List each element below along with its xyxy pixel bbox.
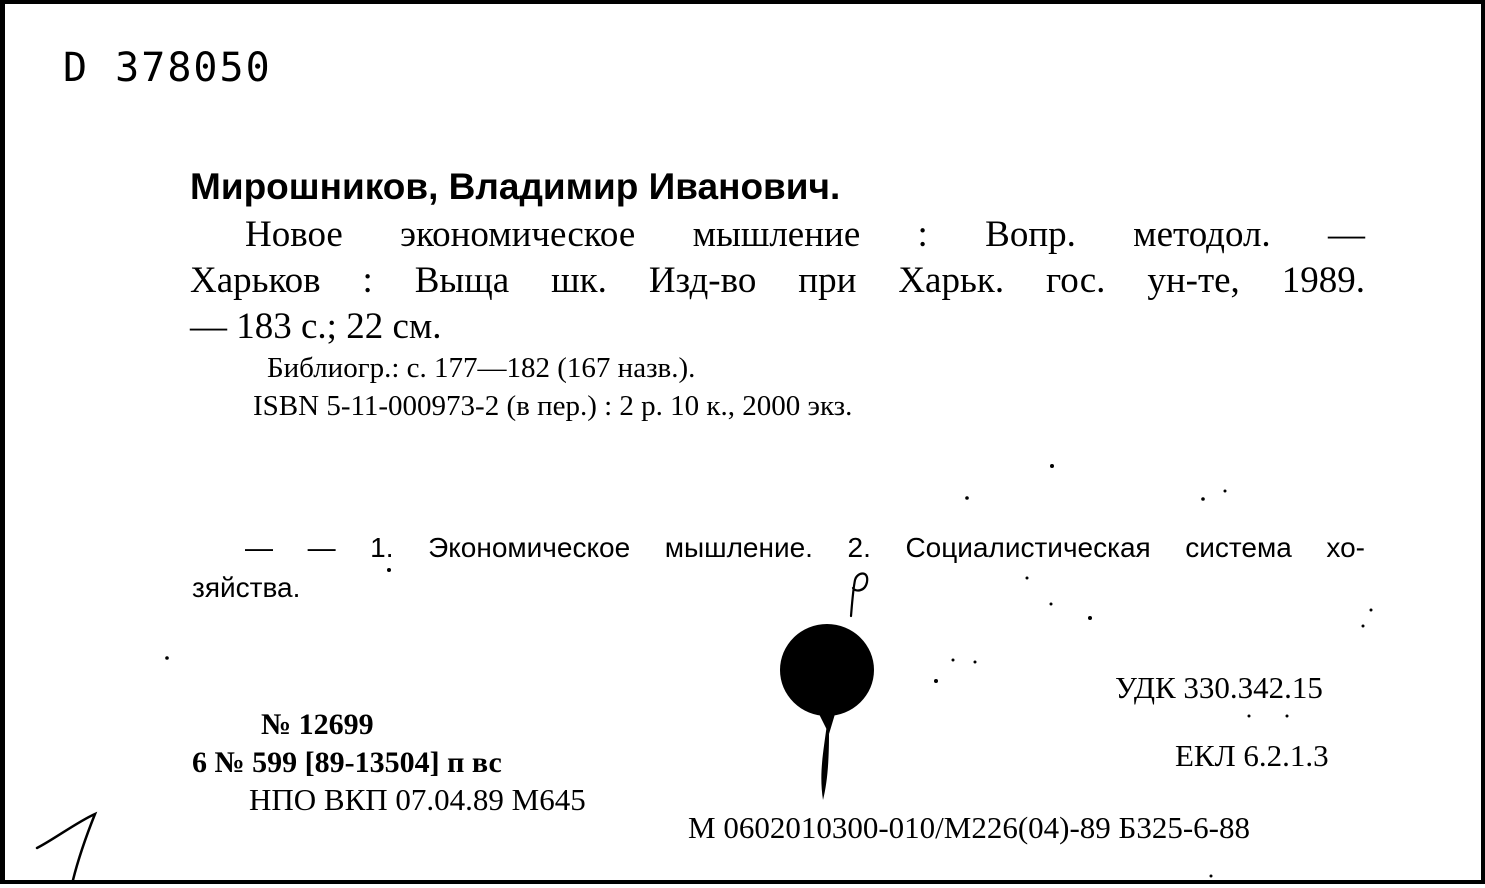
order-number: 6 № 599 [89-13504] п вс <box>192 746 502 779</box>
npo-code: НПО ВКП 07.04.89 М645 <box>249 782 586 817</box>
card-number: № 12699 <box>261 708 374 741</box>
title-line-1: Новое экономическое мышление : Вопр. методол. — <box>245 214 1365 255</box>
subject-headings-line-1: — — 1. Экономическое мышление. 2. Социалистическая система хо- <box>245 532 1365 563</box>
call-number: D 378050 <box>63 45 272 91</box>
isbn-line: ISBN 5-11-000973-2 (в пер.) : 2 р. 10 к., 2000 экз. <box>253 390 853 422</box>
imprint-line: Харьков : Выща шк. Изд-во при Харьк. гос. ун-те, 1989. <box>190 260 1365 301</box>
handwritten-one-icon <box>33 810 103 882</box>
udk-code: УДК 330.342.15 <box>1115 670 1323 705</box>
m-code: М 0602010300-010/М226(04)-89 Б325-6-88 <box>688 810 1250 845</box>
subject-headings-line-2: зяйства. <box>192 572 301 603</box>
handwritten-r-icon <box>843 570 873 618</box>
author-heading: Мирошников, Владимир Иванович. <box>190 166 841 207</box>
extent-line: — 183 с.; 22 см. <box>190 306 442 347</box>
bibliography-note: Библиогр.: с. 177—182 (167 назв.). <box>267 352 696 384</box>
ekl-code: ЕКЛ 6.2.1.3 <box>1175 738 1329 773</box>
round-stamp-icon <box>777 624 877 804</box>
